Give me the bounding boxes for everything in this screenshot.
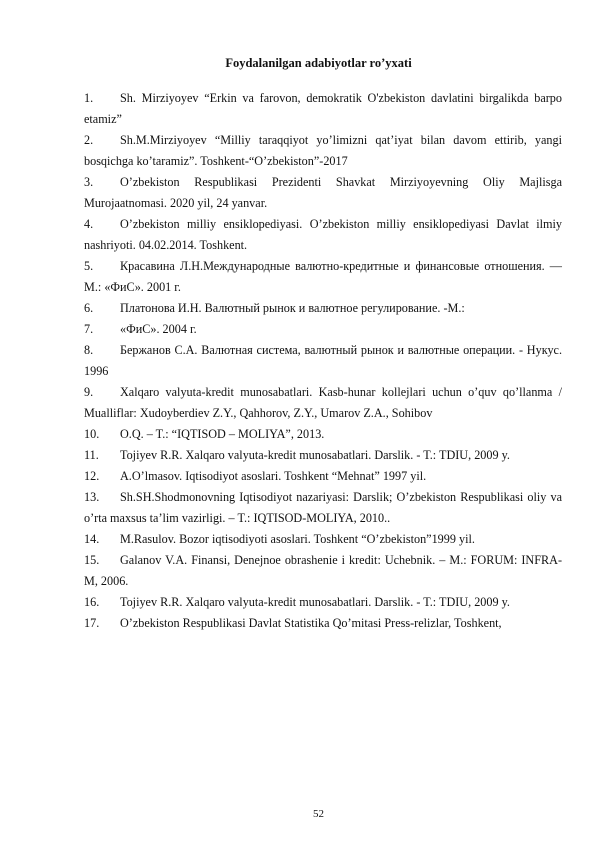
reference-item <box>84 487 562 529</box>
reference-item <box>84 550 562 592</box>
reference-item <box>84 256 562 298</box>
reference-item <box>84 529 562 550</box>
reference-text: Красавина Л.Н.Международные валютно-кредитные и финансовые отношения. —М.: «ФиС». 2001 г. <box>84 259 562 294</box>
reference-text: O’zbekiston Respublikasi Prezidenti Shavkat Mirziyoyevning Oliy Majlisga Murojaatnomasi. 2020 yil, 24 yanvar. <box>84 175 562 210</box>
page-title: Foydalanilgan adabiyotlar ro’yxati <box>225 56 412 70</box>
page-number: 52 <box>313 808 324 820</box>
reference-number: 16. <box>84 595 100 609</box>
reference-text: O.Q. – T.: “IQTISOD – MOLIYA”, 2013. <box>120 427 325 441</box>
reference-text: O’zbekiston Respublikasi Davlat Statistika Qo’mitasi Press-relizlar, Toshkent, <box>120 616 502 630</box>
reference-item <box>84 382 562 424</box>
reference-number: 9. <box>84 385 94 399</box>
reference-text: Sh.SH.Shodmonovning Iqtisodiyot nazariyasi: Darslik; O’zbekiston Respublikasi oliy va o’rta maxsus ta’lim vazirligi. – T.: IQTISOD-MOLIYA, 2010.. <box>84 490 562 525</box>
reference-number: 6. <box>84 301 94 315</box>
reference-number: 8. <box>84 343 94 357</box>
reference-number: 2. <box>84 133 94 147</box>
reference-number: 4. <box>84 217 94 231</box>
reference-item <box>84 172 562 214</box>
reference-number: 5. <box>84 259 94 273</box>
reference-number: 11. <box>84 448 99 462</box>
reference-text: O’zbekiston milliy ensiklopediyasi. O’zbekiston milliy ensiklopediyasi Davlat ilmiy nashriyoti. 04.02.2014. Toshkent. <box>84 217 562 252</box>
reference-number: 12. <box>84 469 100 483</box>
reference-text: Tojiyev R.R. Xalqaro valyuta-kredit munosabatlari. Darslik. - T.: TDIU, 2009 y. <box>120 448 510 462</box>
reference-text: A.O’lmasov. Iqtisodiyot asoslari. Toshkent “Mehnat” 1997 yil. <box>120 469 427 483</box>
reference-text: Sh.M.Mirziyoyev “Milliy taraqqiyot yo’limizni qat’iyat bilan davom ettirib, yangi bosqichga ko’taramiz”. Toshkent-“O’zbekiston”-2017 <box>84 133 562 168</box>
reference-item <box>84 466 562 487</box>
reference-number: 13. <box>84 490 100 504</box>
reference-text: M.Rasulov. Bozor iqtisodiyoti asoslari. Toshkent “O’zbekiston”1999 yil. <box>120 532 475 546</box>
reference-text: Sh. Mirziyoyev “Erkin va farovon, demokratik O'zbekiston davlatini birgalikda barpo etamiz” <box>84 91 562 126</box>
reference-number: 17. <box>84 616 100 630</box>
reference-number: 14. <box>84 532 100 546</box>
reference-number: 10. <box>84 427 100 441</box>
reference-number: 7. <box>84 322 94 336</box>
reference-item <box>84 424 562 445</box>
reference-item <box>84 88 562 130</box>
reference-text: Бержанов С.А. Валютная система, валютный рынок и валютные операции. - Нукус. 1996 <box>84 343 562 378</box>
reference-item <box>84 298 562 319</box>
reference-item <box>84 445 562 466</box>
reference-text: Платонова И.Н. Валютный рынок и валютное регулирование. -М.: <box>120 301 465 315</box>
reference-item <box>84 130 562 172</box>
reference-text: Tojiyev R.R. Xalqaro valyuta-kredit munosabatlari. Darslik. - T.: TDIU, 2009 y. <box>120 595 510 609</box>
reference-text: Xalqaro valyuta-kredit munosabatlari. Kasb-hunar kollejlari uchun o’quv qo’llanma / Mualliflar: Xudoyberdiev Z.Y., Qahhorov, Z.Y., Umarov Z.A., Sohibov <box>84 385 562 420</box>
reference-item <box>84 319 562 340</box>
reference-item <box>84 214 562 256</box>
reference-number: 15. <box>84 553 100 567</box>
reference-number: 1. <box>84 91 94 105</box>
reference-item <box>84 340 562 382</box>
reference-number: 3. <box>84 175 94 189</box>
reference-item <box>84 613 562 634</box>
reference-list <box>84 88 562 634</box>
reference-text: Galanov V.A. Finansi, Denejnoe obrashenie i kredit: Uchebnik. – M.: FORUM: INFRA-M, 2006. <box>84 553 562 588</box>
reference-text: «ФиС». 2004 г. <box>120 322 197 336</box>
reference-item <box>84 592 562 613</box>
